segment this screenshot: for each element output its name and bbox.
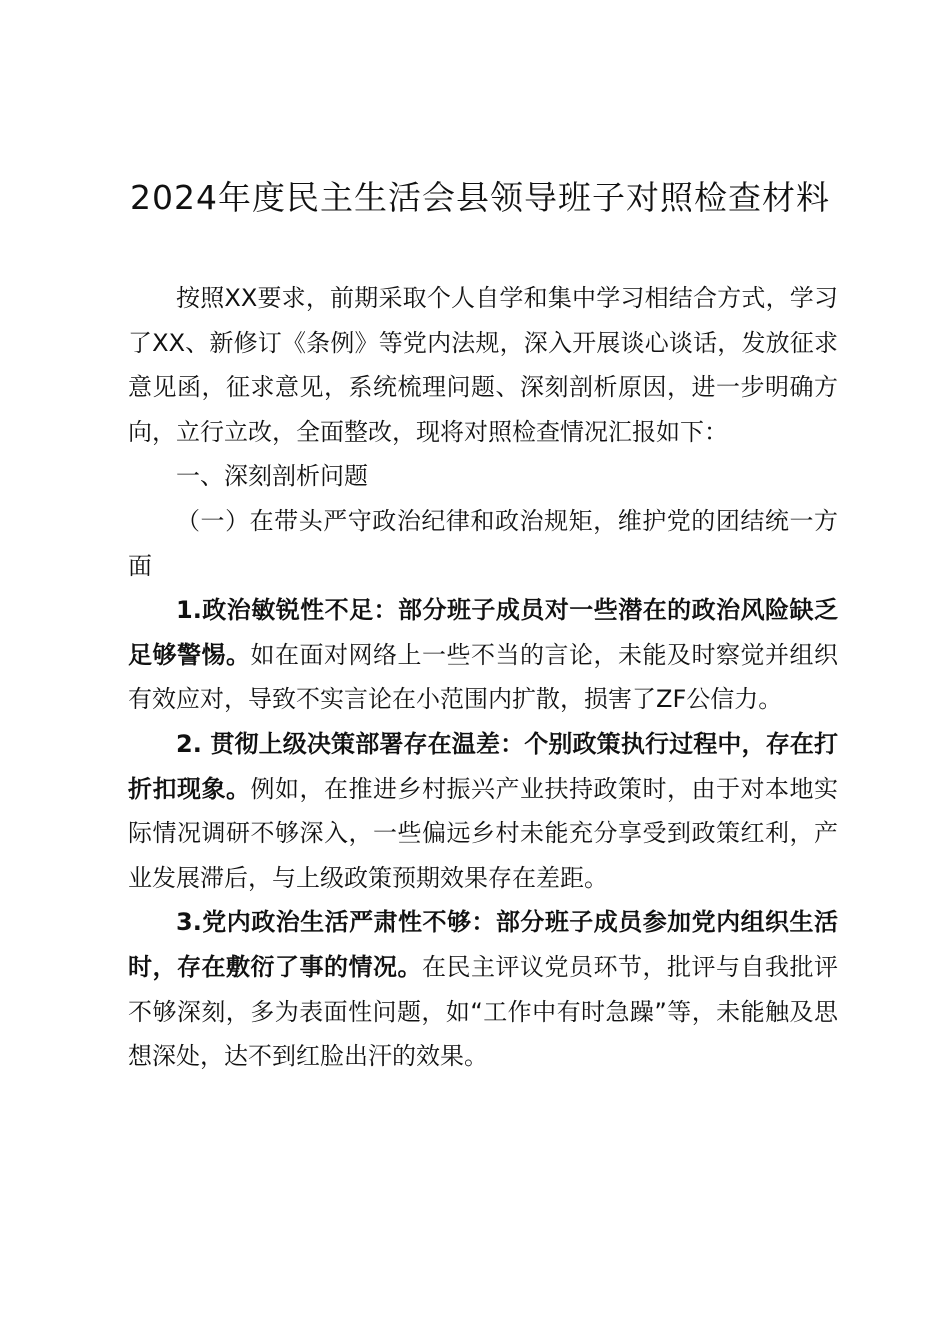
problem-item [128, 722, 838, 900]
section-heading: 一、深刻剖析问题 [176, 462, 368, 491]
intro-paragraph: 按照XX要求，前期采取个人自学和集中学习相结合方式，学习了XX、新修订《条例》等党内法规，深入开展谈心谈话，发放征求意见函，征求意见，系统梳理问题、深刻剖析原因，进一步明确方向，立行立改，全面整改，现将对照检查情况汇报如下： [128, 284, 838, 446]
document-body [128, 276, 838, 1079]
problem-item-text: 在民主评议党员环节，批评与自我批评不够深刻，多为表面性问题，如“工作中有时急躁”等，未能触及思想深处，达不到红脸出汗的效果。 [128, 952, 838, 1071]
problem-item-text: 如在面对网络上一些不当的言论，未能及时察觉并组织有效应对，导致不实言论在小范围内扩散，损害了ZF公信力。 [128, 640, 838, 714]
subsection-heading: （一）在带头严守政治纪律和政治规矩，维护党的团结统一方面 [128, 506, 838, 580]
problem-item-bold-lead: 2. 贯彻上级决策部署存在温差：个别政策执行过程中，存在打折扣现象。 [128, 729, 838, 803]
problem-item-bold-lead: 3.党内政治生活严肃性不够：部分班子成员参加党内组织生活时，存在敷衍了事的情况。 [128, 908, 838, 981]
problem-item-text: 例如，在推进乡村振兴产业扶持政策时，由于对本地实际情况调研不够深入，一些偏远乡村未能充分享受到政策红利，产业发展滞后，与上级政策预期效果存在差距。 [128, 774, 838, 892]
problem-item [128, 588, 838, 722]
problem-item [128, 900, 838, 1078]
document-title: 2024年度民主生活会县领导班子对照检查材料 [130, 178, 830, 217]
problem-item-bold-lead: 1.政治敏锐性不足：部分班子成员对一些潜在的政治风险缺乏足够警惕。 [128, 596, 838, 669]
